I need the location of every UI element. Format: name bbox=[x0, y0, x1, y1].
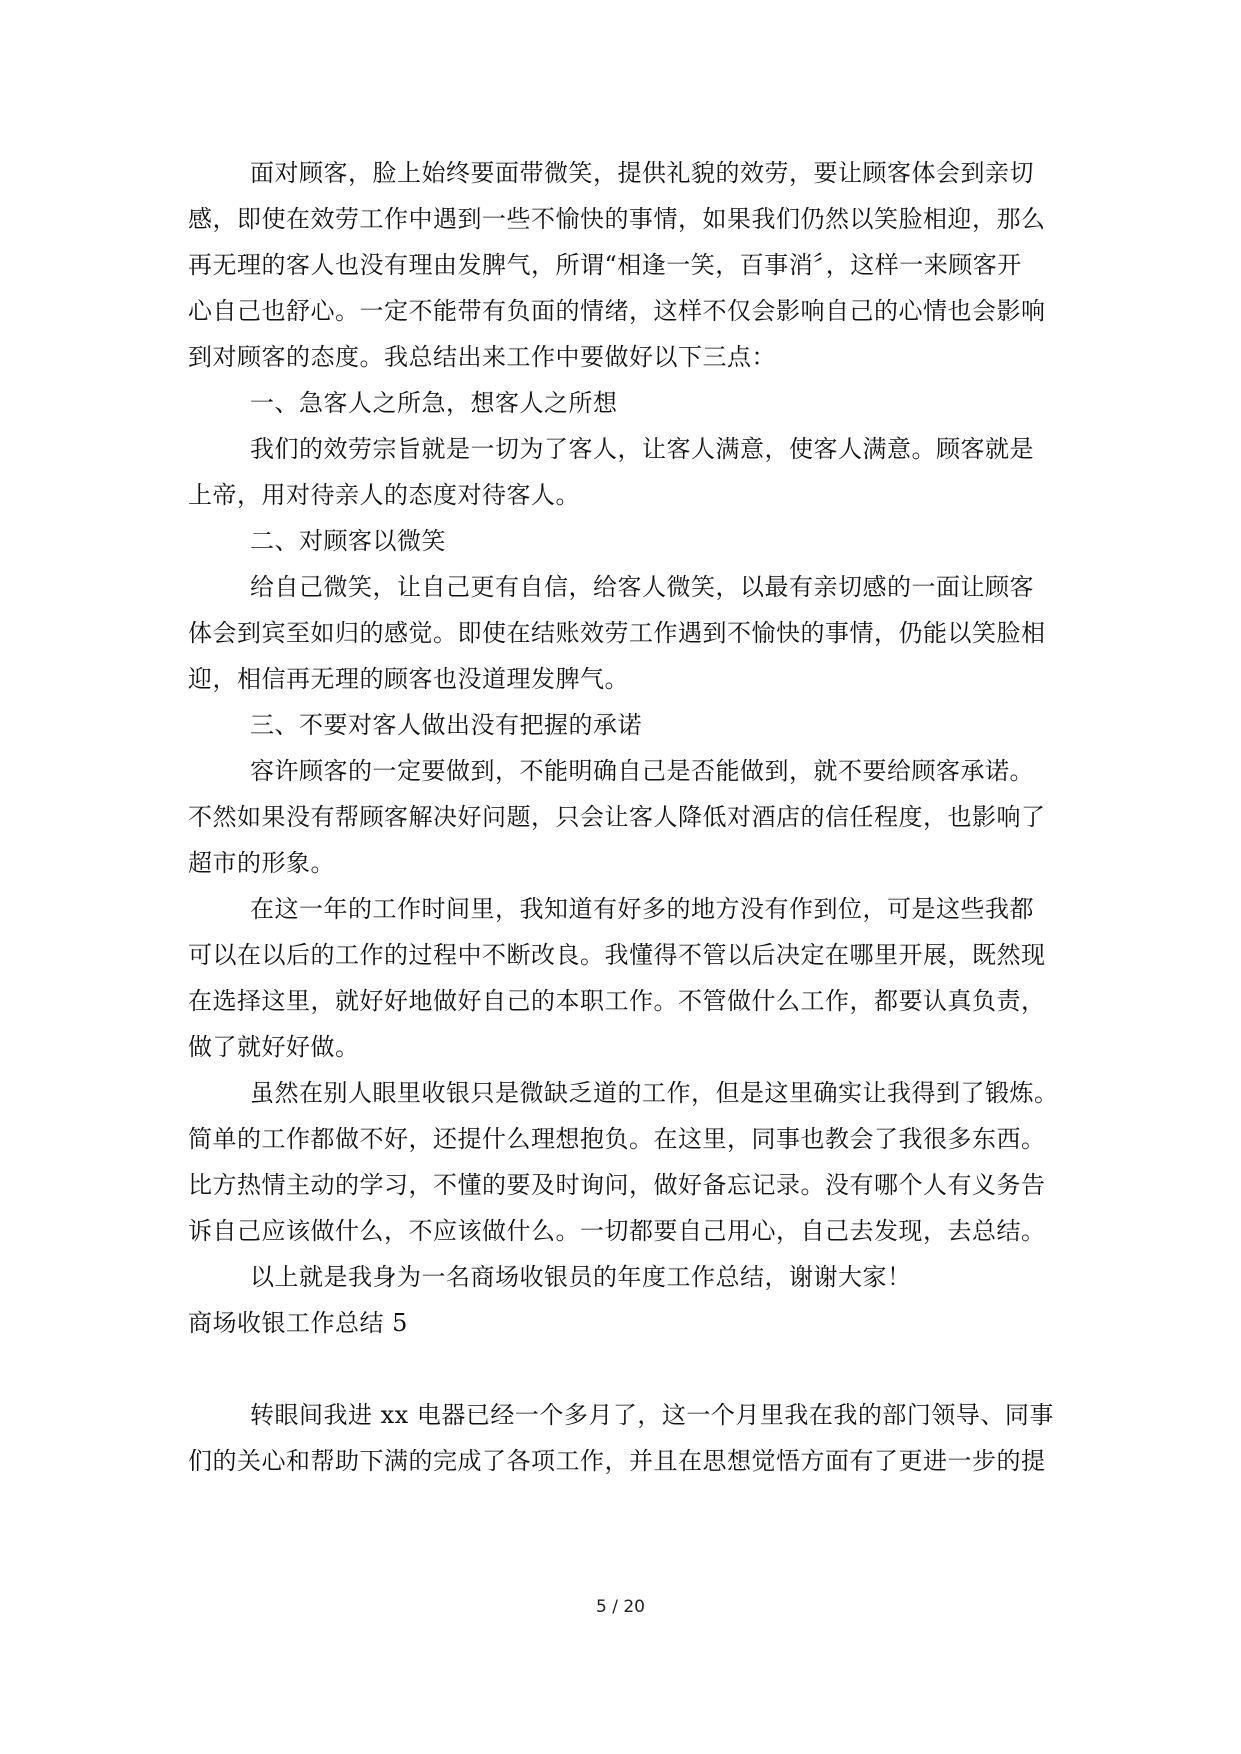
text-line: 给自己微笑，让自己更有自信，给客人微笑，以最有亲切感的一面让顾客 bbox=[250, 573, 1034, 601]
subheading-text: 一、急客人之所急，想客人之所想 bbox=[250, 389, 618, 417]
text-line: 比方热情主动的学习，不懂的要及时询问，做好备忘记录。没有哪个人有义务告 bbox=[188, 1171, 1046, 1199]
subheading bbox=[188, 380, 1058, 426]
text-line: 心自己也舒心。一定不能带有负面的情绪，这样不仅会影响自己的心情也会影响 bbox=[188, 297, 1046, 325]
text-line: 在这一年的工作时间里，我知道有好多的地方没有作到位，可是这些我都 bbox=[250, 895, 1034, 923]
paragraph bbox=[188, 564, 1058, 702]
subheading-text: 二、对顾客以微笑 bbox=[250, 527, 446, 555]
text-line: 超市的形象。 bbox=[188, 849, 335, 877]
paragraph bbox=[188, 150, 1058, 380]
text-line: 体会到宾至如归的感觉。即使在结账效劳工作遇到不愉快的事情，仍能以笑脸相 bbox=[188, 619, 1046, 647]
page-number: 5 / 20 bbox=[596, 1597, 645, 1617]
paragraph bbox=[188, 426, 1058, 518]
subheading bbox=[188, 702, 1058, 748]
section-title-text: 商场收银工作总结 5 bbox=[188, 1309, 408, 1337]
text-line: 们的关心和帮助下满的完成了各项工作，并且在思想觉悟方面有了更进一步的提 bbox=[188, 1447, 1046, 1475]
section-title bbox=[188, 1300, 1058, 1346]
text-line: 做了就好好做。 bbox=[188, 1033, 360, 1061]
text-line: 转眼间我进 xx 电器已经一个多月了，这一个月里我在我的部门领导、同事 bbox=[250, 1401, 1054, 1429]
paragraph bbox=[188, 748, 1058, 886]
text-line: 不然如果没有帮顾客解决好问题，只会让客人降低对酒店的信任程度，也影响了 bbox=[188, 803, 1046, 831]
paragraph bbox=[188, 886, 1058, 1070]
text-line: 容许顾客的一定要做到，不能明确自己是否能做到，就不要给顾客承诺。 bbox=[250, 757, 1034, 785]
text-line: 虽然在别人眼里收银只是微缺乏道的工作，但是这里确实让我得到了锻炼。 bbox=[250, 1079, 1058, 1107]
subheading-text: 三、不要对客人做出没有把握的承诺 bbox=[250, 711, 642, 739]
document-body bbox=[188, 150, 1058, 1484]
text-line: 可以在以后的工作的过程中不断改良。我懂得不管以后决定在哪里开展，既然现 bbox=[188, 941, 1046, 969]
paragraph bbox=[188, 1392, 1058, 1484]
subheading bbox=[188, 518, 1058, 564]
paragraph bbox=[188, 1254, 1058, 1300]
text-line: 诉自己应该做什么，不应该做什么。一切都要自己用心，自己去发现，去总结。 bbox=[188, 1217, 1046, 1245]
text-line: 到对顾客的态度。我总结出来工作中要做好以下三点： bbox=[188, 343, 776, 371]
paragraph bbox=[188, 1070, 1058, 1254]
blank-line bbox=[188, 1346, 1058, 1392]
text-line: 以上就是我身为一名商场收银员的年度工作总结，谢谢大家！ bbox=[250, 1263, 912, 1291]
text-line: 简单的工作都做不好，还提什么理想抱负。在这里，同事也教会了我很多东西。 bbox=[188, 1125, 1046, 1153]
text-line: 上帝，用对待亲人的态度对待客人。 bbox=[188, 481, 580, 509]
text-line: 感，即使在效劳工作中遇到一些不愉快的事情，如果我们仍然以笑脸相迎，那么 bbox=[188, 205, 1046, 233]
text-line: 再无理的客人也没有理由发脾气，所谓“相逢一笑，百事消〞，这样一来顾客开 bbox=[188, 251, 1022, 279]
text-line: 迎，相信再无理的顾客也没道理发脾气。 bbox=[188, 665, 629, 693]
text-line: 在选择这里，就好好地做好自己的本职工作。不管做什么工作，都要认真负责， bbox=[188, 987, 1046, 1015]
text-line: 我们的效劳宗旨就是一切为了客人，让客人满意，使客人满意。顾客就是 bbox=[250, 435, 1034, 463]
text-line: 面对顾客，脸上始终要面带微笑，提供礼貌的效劳，要让顾客体会到亲切 bbox=[250, 159, 1034, 187]
